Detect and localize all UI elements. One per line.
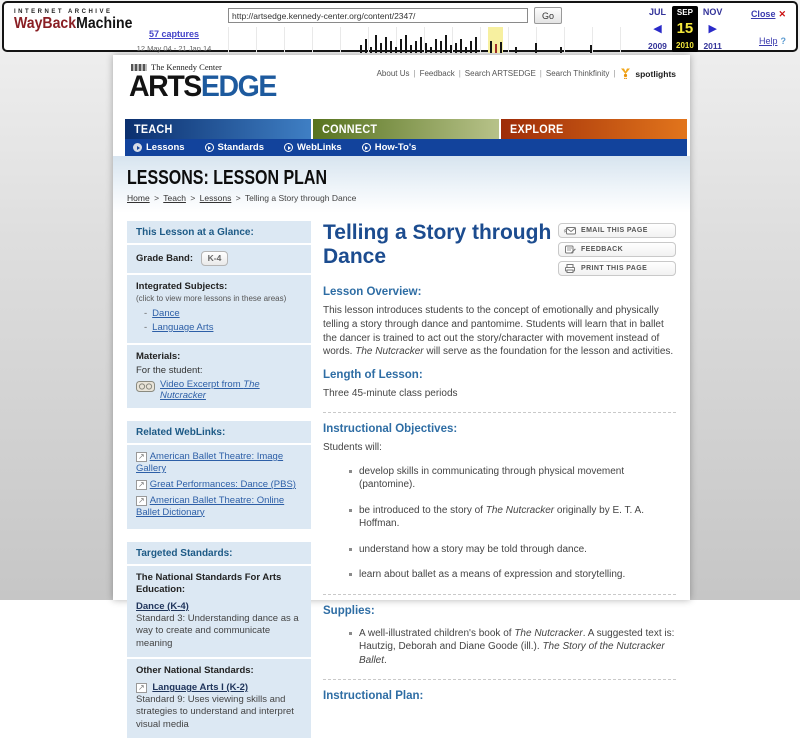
feedback-icon [564, 245, 576, 254]
weblink-pbs-dance[interactable]: ↗ Great Performances: Dance (PBS) [138, 478, 296, 490]
subject-list [144, 308, 302, 333]
about-us-link[interactable]: About Us [376, 69, 410, 78]
lesson-title: Telling a Story through Dance [323, 221, 552, 268]
external-link-icon: ↗ [138, 495, 145, 505]
prev-capture-arrow-icon[interactable]: ◀ [653, 23, 662, 35]
breadcrumb: Home > Teach > Lessons > Telling a Story through Dance [127, 193, 357, 203]
weblinks-list [127, 445, 311, 529]
instructional-objectives-heading: Instructional Objectives: [323, 422, 458, 435]
search-artsedge-link[interactable]: Search ARTSEDGE [464, 69, 536, 78]
section-divider [323, 412, 676, 413]
lesson-main [323, 221, 676, 751]
help-icon: ? [780, 36, 786, 46]
related-weblinks-box [127, 421, 311, 529]
length-of-lesson-heading: Length of Lesson: [323, 369, 423, 382]
section-divider [323, 679, 676, 680]
close-icon: ✕ [778, 9, 786, 19]
glance-title: This Lesson at a Glance: [127, 221, 311, 245]
supply-item: A well-illustrated children's book of The Nutcracker. A suggested text is: Hautzig, Deborah and Diane Goode (ill.). The Story of the Nutcracker Ballet. [349, 627, 676, 668]
feedback-button[interactable]: FEEDBACK [558, 242, 676, 257]
wayback-machine-wordmark: WayBackMachine [14, 15, 133, 32]
current-year: 2010 [676, 41, 694, 50]
supplies-list [349, 627, 676, 668]
subject-language-arts: - Language Arts [144, 322, 214, 333]
objectives-list [349, 465, 676, 582]
captures-summary [122, 24, 226, 53]
breadcrumb-current: Telling a Story through Dance [244, 193, 357, 203]
subnav-standards[interactable]: Standards [205, 142, 264, 153]
grade-band-badge[interactable]: K-4 [201, 251, 229, 266]
next-year-label: 2011 [703, 41, 722, 51]
print-this-page-button[interactable]: PRINT THIS PAGE [558, 261, 676, 276]
spotlights-link[interactable]: spotlights [619, 67, 676, 80]
length-of-lesson-text: Three 45-minute class periods [323, 388, 458, 400]
go-button[interactable]: Go [534, 7, 562, 24]
artsedge-wordmark: ARTSEDGE [129, 70, 276, 103]
help-link[interactable]: Help ? [758, 36, 786, 46]
targeted-standards-box [127, 542, 311, 738]
artsedge-logo[interactable] [129, 62, 284, 102]
lesson-overview-heading: Lesson Overview: [323, 286, 422, 298]
objective-item: be introduced to the story of The Nutcracker originally by E. T. A. Hoffman. [349, 504, 676, 531]
current-capture-date [672, 6, 698, 52]
page-actions [558, 221, 676, 276]
grade-band-section: Grade Band: K-4 [127, 245, 311, 275]
secondary-nav [125, 139, 687, 156]
email-this-page-button[interactable]: EMAIL THIS PAGE [558, 223, 676, 238]
lesson-overview-text: This lesson introduces students to the concept of emotionally and physically telling a story through dance and pantomime. Students will learn that in ballet the dancer is trained to act out the story/character with movement instead of words. The Nutcracker will serve as the foundation for the lesson and activities. [323, 305, 674, 358]
subnav-lessons[interactable]: Lessons [133, 142, 185, 153]
archive-url-input[interactable] [228, 8, 528, 23]
arts-standards-section: The National Standards For Arts Education: Dance (K-4) Standard 3: Understanding dance as a way to create and communicate meaning [127, 566, 311, 659]
prev-month-label: JUL [648, 7, 666, 17]
spotlights-icon [619, 67, 632, 80]
language-arts-standard-link[interactable]: Language Arts I (K-2) [152, 682, 249, 694]
objectives-intro: Students will: [323, 441, 382, 453]
artsedge-page [113, 55, 690, 730]
lesson-glance-box [127, 221, 311, 408]
tab-teach[interactable]: TEACH [125, 119, 311, 139]
page-heading-band [113, 156, 690, 213]
dance-link[interactable]: Dance [152, 308, 180, 319]
tab-explore[interactable]: EXPLORE [501, 119, 687, 139]
weblink-abt-dictionary[interactable]: ↗ American Ballet Theatre: Online Ballet Dictionary [136, 494, 285, 518]
integrated-subjects-section: Integrated Subjects: (click to view more lessons in these areas) - Dance - Language Arts [127, 275, 311, 345]
wayback-date-nav [648, 6, 722, 52]
site-header [113, 55, 690, 119]
howtos-bullet-icon [362, 143, 371, 152]
supplies-heading: Supplies: [323, 604, 375, 617]
video-excerpt-link[interactable]: Video Excerpt from The Nutcracker [160, 379, 260, 401]
captures-link[interactable]: 57 captures [148, 29, 200, 39]
weblinks-title: Related WebLinks: [127, 421, 311, 445]
external-link-icon: ↗ [138, 683, 145, 693]
breadcrumb-home[interactable]: Home [127, 193, 150, 203]
breadcrumb-lessons[interactable]: Lessons [199, 193, 232, 203]
primary-nav [125, 119, 687, 139]
instructional-plan-heading: Instructional Plan: [323, 690, 424, 703]
weblinks-bullet-icon [284, 143, 293, 152]
breadcrumb-teach[interactable]: Teach [163, 193, 186, 203]
prev-year-label: 2009 [648, 41, 667, 51]
objective-item: learn about ballet as a means of expression and storytelling. [349, 568, 676, 582]
language-arts-link[interactable]: Language Arts [152, 322, 214, 333]
wayback-timeline[interactable] [228, 27, 640, 53]
wayback-logo[interactable] [14, 9, 133, 33]
next-month-label: NOV [702, 7, 723, 17]
sidebar [127, 221, 311, 751]
current-day: 15 [676, 20, 694, 37]
print-icon [564, 264, 576, 273]
video-icon [136, 380, 155, 393]
tab-connect[interactable]: CONNECT [313, 119, 499, 139]
other-standards-section: Other National Standards: ↗ Language Arts I (K-2) Standard 9: Uses viewing skills and strategies to understand and interpret visual media [136, 665, 294, 730]
objective-item: understand how a story may be told through dance. [349, 543, 676, 557]
objective-item: develop skills in communicating through physical movement (pantomine). [349, 465, 676, 492]
kennedy-center-label: The Kennedy Center [151, 62, 222, 72]
materials-section: Materials: For the student: Video Excerpt from The Nutcracker [127, 345, 311, 408]
prev-month-column [648, 6, 667, 51]
weblink-abt-gallery[interactable]: ↗ American Ballet Theatre: Image Gallery [136, 451, 284, 474]
subnav-weblinks[interactable]: WebLinks [284, 142, 342, 153]
subject-dance: - Dance [144, 308, 180, 319]
current-month: SEP [676, 8, 693, 17]
subnav-howtos[interactable]: How-To's [362, 142, 417, 153]
lessons-bullet-icon [133, 143, 142, 152]
standards-bullet-icon [205, 143, 214, 152]
next-month-column [703, 6, 723, 51]
email-icon [564, 226, 576, 235]
feedback-link[interactable]: Feedback [419, 69, 455, 78]
search-thinkfinity-link[interactable]: Search Thinkfinity [545, 69, 610, 78]
close-toolbar-button[interactable]: Close ✕ [750, 9, 786, 19]
external-link-icon: ↗ [138, 479, 145, 489]
page-title: LESSONS: LESSON PLAN [127, 167, 328, 189]
next-capture-arrow-icon[interactable]: ▶ [708, 23, 717, 35]
wayback-toolbar [2, 1, 798, 52]
content-area [113, 213, 690, 751]
section-divider [323, 594, 676, 595]
dance-standard-link[interactable]: Dance (K-4) [136, 601, 189, 613]
standards-title: Targeted Standards: [127, 542, 311, 566]
external-link-icon: ↗ [138, 452, 145, 461]
captures-date-range: 12 May 04 - 21 Jan 14 [136, 44, 212, 53]
header-utility-links: About Us | Feedback | Search ARTSEDGE | Search Thinkfinity | spotlights [376, 68, 676, 79]
internet-archive-label: INTERNET ARCHIVE [14, 9, 113, 15]
